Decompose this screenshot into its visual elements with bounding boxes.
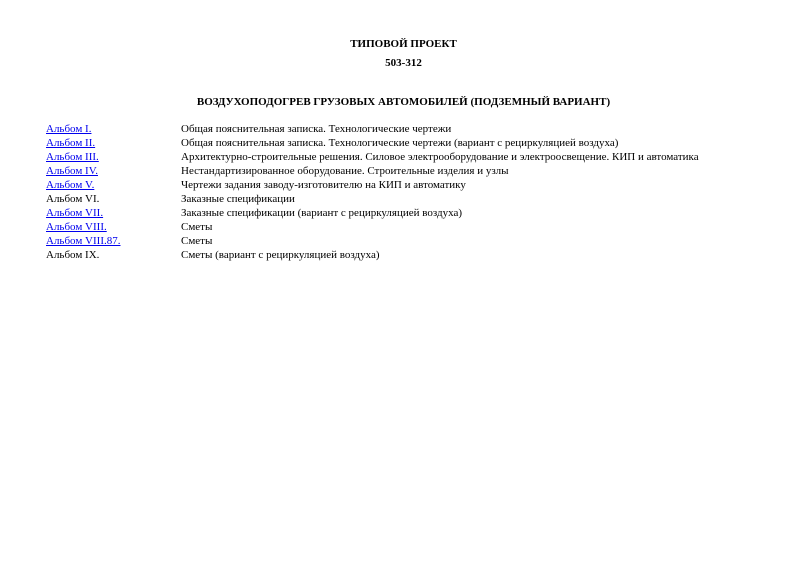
album-link-8-87[interactable]: Альбом VIII.87. — [46, 235, 121, 247]
album-description: Архитектурно-строительные решения. Силовое электрооборудование и электроосвещение. КИП и автоматика — [181, 151, 699, 163]
album-description: Заказные спецификации — [181, 193, 295, 205]
album-description: Чертежи задания заводу-изготовителю на КИП и автоматику — [181, 179, 466, 191]
album-row — [46, 178, 786, 192]
project-title-heading: ВОЗДУХОПОДОГРЕВ ГРУЗОВЫХ АВТОМОБИЛЕЙ (ПОДЗЕМНЫЙ ВАРИАНТ) — [196, 96, 611, 108]
album-link-2[interactable]: Альбом II. — [46, 137, 96, 149]
album-row — [46, 122, 786, 136]
project-type-heading: ТИПОВОЙ ПРОЕКТ — [350, 38, 457, 50]
album-link-7[interactable]: Альбом VII. — [46, 207, 104, 219]
album-row — [46, 150, 786, 164]
album-description: Общая пояснительная записка. Технологические чертежи (вариант с рециркуляцией воздуха) — [181, 137, 619, 149]
album-row — [46, 164, 786, 178]
album-link-5[interactable]: Альбом V. — [46, 179, 95, 191]
album-row — [46, 248, 786, 262]
album-row — [46, 220, 786, 234]
album-row — [46, 192, 786, 206]
album-link-8[interactable]: Альбом VIII. — [46, 221, 107, 233]
album-description: Сметы — [181, 235, 213, 247]
album-description: Нестандартизированное оборудование. Строительные изделия и узлы — [181, 165, 509, 177]
album-description: Сметы (вариант с рециркуляцией воздуха) — [181, 249, 380, 261]
album-link-4[interactable]: Альбом IV. — [46, 165, 98, 177]
album-row — [46, 234, 786, 248]
album-description: Сметы — [181, 221, 213, 233]
album-link-3[interactable]: Альбом III. — [46, 151, 99, 163]
album-row — [46, 136, 786, 150]
album-name-9: Альбом IX. — [46, 249, 100, 261]
album-name-6: Альбом VI. — [46, 193, 100, 205]
project-code-heading: 503-312 — [385, 57, 422, 69]
album-description: Заказные спецификации (вариант с рециркуляцией воздуха) — [181, 207, 463, 219]
album-list — [46, 122, 786, 262]
album-description: Общая пояснительная записка. Технологические чертежи — [181, 123, 452, 135]
album-row — [46, 206, 786, 220]
album-link-1[interactable]: Альбом I. — [46, 123, 92, 135]
